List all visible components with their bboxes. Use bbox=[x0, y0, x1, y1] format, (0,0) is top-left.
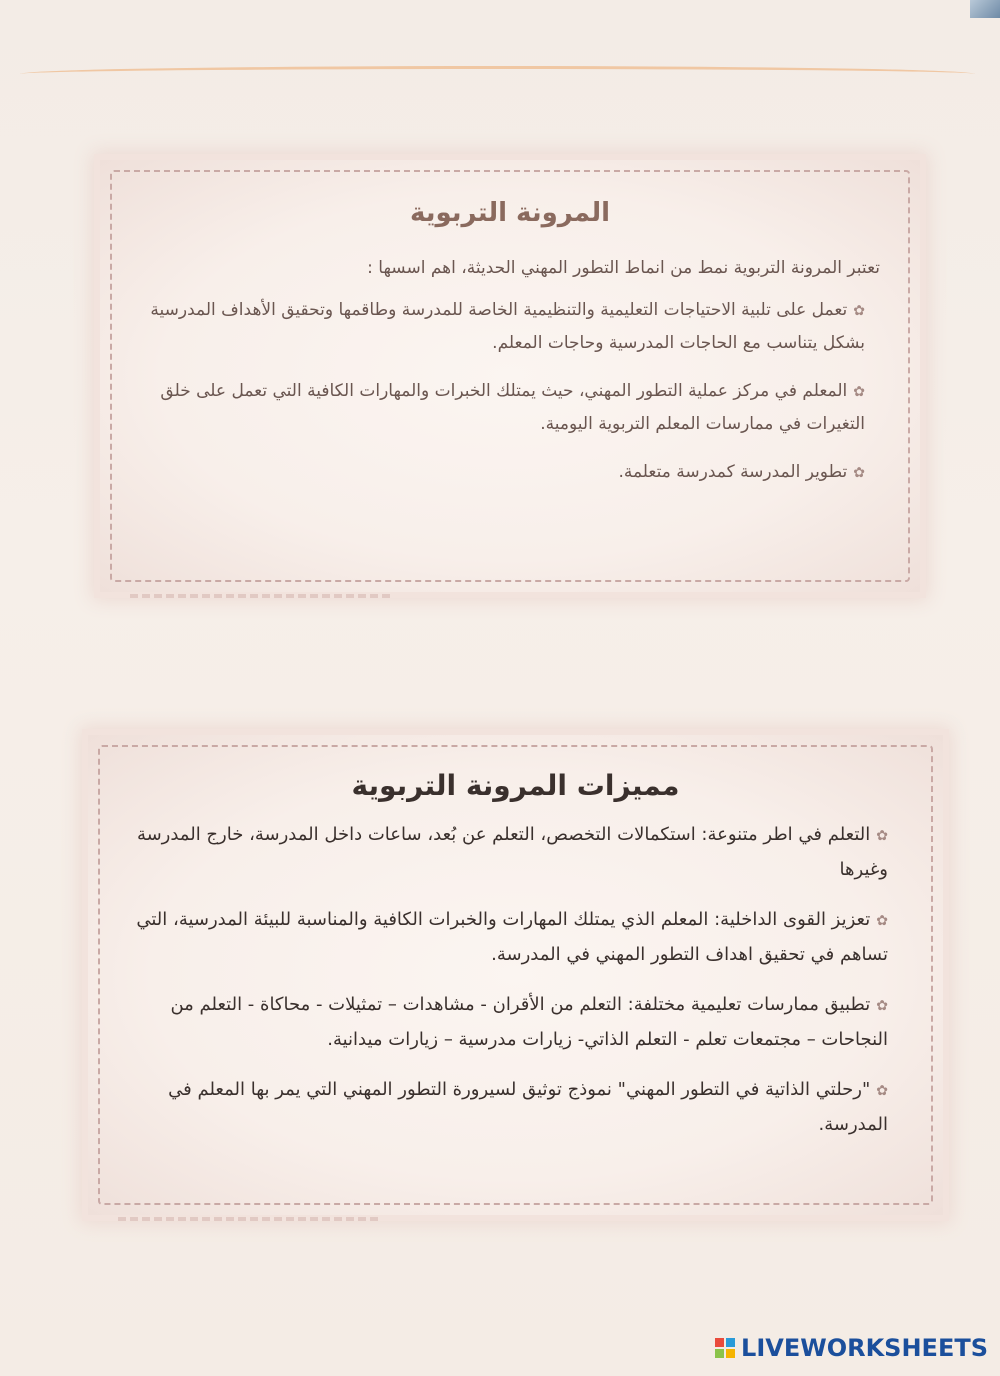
card2-list bbox=[88, 818, 943, 1142]
page-edge bbox=[20, 66, 975, 83]
list-item: ✿المعلم في مركز عملية التطور المهني، حيث يمتلك الخبرات والمهارات الكافية التي تعمل على خلق التغيرات في ممارسات المعلم التربوية اليومية. bbox=[160, 381, 865, 434]
torn-edge-decoration bbox=[118, 1195, 378, 1221]
flower-bullet-icon: ✿ bbox=[853, 465, 865, 481]
list-item: ✿"رحلتي الذاتية في التطور المهني" نموذج توثيق لسيرورة التطور المهني التي يمر بها المعلم في المدرسة. bbox=[168, 1079, 888, 1135]
flower-bullet-icon: ✿ bbox=[853, 384, 865, 400]
flower-bullet-icon: ✿ bbox=[876, 828, 888, 844]
corner-fragment bbox=[970, 0, 1000, 18]
card1-list bbox=[100, 294, 920, 489]
torn-edge-decoration bbox=[130, 572, 390, 598]
card1-intro: تعتبر المرونة التربوية نمط من انماط التطور المهني الحديثة، اهم اسسها : bbox=[367, 258, 880, 278]
list-item: ✿التعلم في اطر متنوعة: استكمالات التخصص، التعلم عن بُعد، ساعات داخل المدرسة، خارج المدرسة وغيرها bbox=[136, 824, 888, 880]
list-item: ✿تطبيق ممارسات تعليمية مختلفة: التعلم من الأقران - مشاهدات – تمثيلات - محاكاة - التعلم من النجاحات – مجتمعات تعلم - التعلم الذاتي- زيارات مدرسية – زيارات ميدانية. bbox=[170, 994, 888, 1050]
flower-bullet-icon: ✿ bbox=[876, 998, 888, 1014]
list-item: ✿تعزيز القوى الداخلية: المعلم الذي يمتلك المهارات والخبرات الكافية والمناسبة للبيئة المدرسية، التي تساهم في تحقيق اهداف التطور المهني في المدرسة. bbox=[136, 909, 888, 965]
card-features bbox=[88, 735, 943, 1215]
flower-bullet-icon: ✿ bbox=[853, 303, 865, 319]
logo-grid-icon bbox=[715, 1338, 735, 1358]
liveworksheets-logo[interactable] bbox=[715, 1334, 988, 1362]
card2-title: مميزات المرونة التربوية bbox=[351, 769, 680, 802]
flower-bullet-icon: ✿ bbox=[876, 913, 888, 929]
brand-name: LIVEWORKSHEETS bbox=[741, 1334, 988, 1362]
flower-bullet-icon: ✿ bbox=[876, 1083, 888, 1099]
list-item: ✿تطوير المدرسة كمدرسة متعلمة. bbox=[618, 462, 865, 482]
card1-title: المرونة التربوية bbox=[409, 198, 611, 228]
card-flexibility bbox=[100, 160, 920, 592]
list-item: ✿تعمل على تلبية الاحتياجات التعليمية والتنظيمية الخاصة للمدرسة وطاقمها وتحقيق الأهداف المدرسية بشكل يتناسب مع الحاجات المدرسية وحاجات المعلم. bbox=[150, 300, 865, 353]
